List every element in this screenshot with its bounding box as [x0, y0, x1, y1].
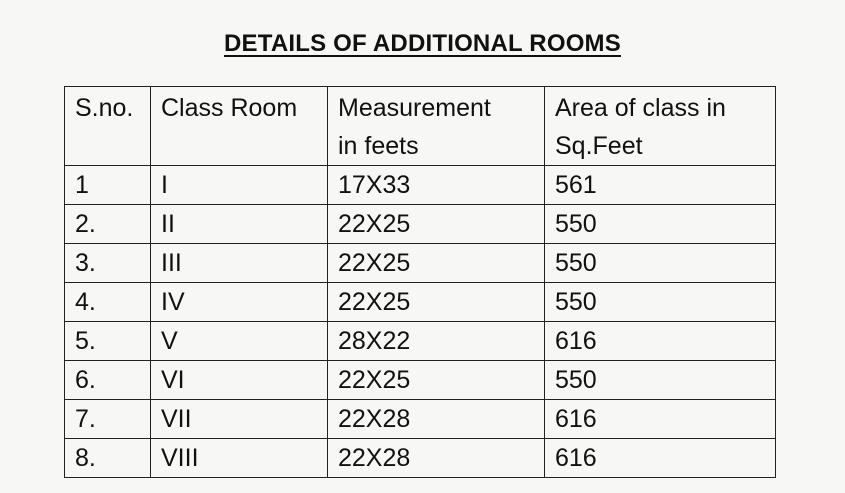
cell-area: 616	[545, 322, 776, 361]
cell-class-room: VII	[151, 400, 328, 439]
table-body	[65, 166, 776, 478]
table-row	[65, 244, 776, 283]
header-measurement-line1: Measurement	[338, 94, 491, 122]
cell-measurement: 28X22	[328, 322, 545, 361]
cell-area: 550	[545, 244, 776, 283]
cell-sno: 3.	[65, 244, 151, 283]
cell-measurement: 22X25	[328, 244, 545, 283]
cell-class-room: III	[151, 244, 328, 283]
cell-sno: 2.	[65, 205, 151, 244]
table-row	[65, 361, 776, 400]
cell-area: 550	[545, 361, 776, 400]
header-sno-label: S.no.	[75, 94, 134, 122]
table-row	[65, 322, 776, 361]
cell-class-room: VI	[151, 361, 328, 400]
cell-sno: 1	[65, 166, 151, 205]
header-measurement	[328, 87, 545, 166]
table-row	[65, 400, 776, 439]
table-header	[65, 87, 776, 166]
header-measurement-line2: in feets	[338, 132, 419, 160]
header-sno	[65, 87, 151, 166]
cell-measurement: 22X25	[328, 205, 545, 244]
header-row	[65, 87, 776, 166]
page-title	[0, 30, 845, 58]
cell-class-room: II	[151, 205, 328, 244]
cell-class-room: I	[151, 166, 328, 205]
table-row	[65, 205, 776, 244]
cell-area: 561	[545, 166, 776, 205]
page-title-text: DETAILS OF ADDITIONAL ROOMS	[224, 30, 621, 57]
table-row	[65, 283, 776, 322]
cell-measurement: 17X33	[328, 166, 545, 205]
header-class-room	[151, 87, 328, 166]
header-class-room-label: Class Room	[161, 94, 298, 122]
cell-sno: 5.	[65, 322, 151, 361]
cell-area: 550	[545, 205, 776, 244]
cell-measurement: 22X25	[328, 361, 545, 400]
cell-area: 550	[545, 283, 776, 322]
cell-measurement: 22X28	[328, 439, 545, 478]
cell-class-room: V	[151, 322, 328, 361]
cell-measurement: 22X28	[328, 400, 545, 439]
cell-area: 616	[545, 400, 776, 439]
cell-sno: 6.	[65, 361, 151, 400]
cell-sno: 8.	[65, 439, 151, 478]
header-area	[545, 87, 776, 166]
cell-sno: 4.	[65, 283, 151, 322]
table-row	[65, 439, 776, 478]
table-row	[65, 166, 776, 205]
cell-class-room: VIII	[151, 439, 328, 478]
rooms-table	[64, 86, 776, 478]
header-area-line1: Area of class in	[555, 94, 726, 122]
cell-class-room: IV	[151, 283, 328, 322]
cell-area: 616	[545, 439, 776, 478]
cell-measurement: 22X25	[328, 283, 545, 322]
header-area-line2: Sq.Feet	[555, 132, 643, 160]
cell-sno: 7.	[65, 400, 151, 439]
